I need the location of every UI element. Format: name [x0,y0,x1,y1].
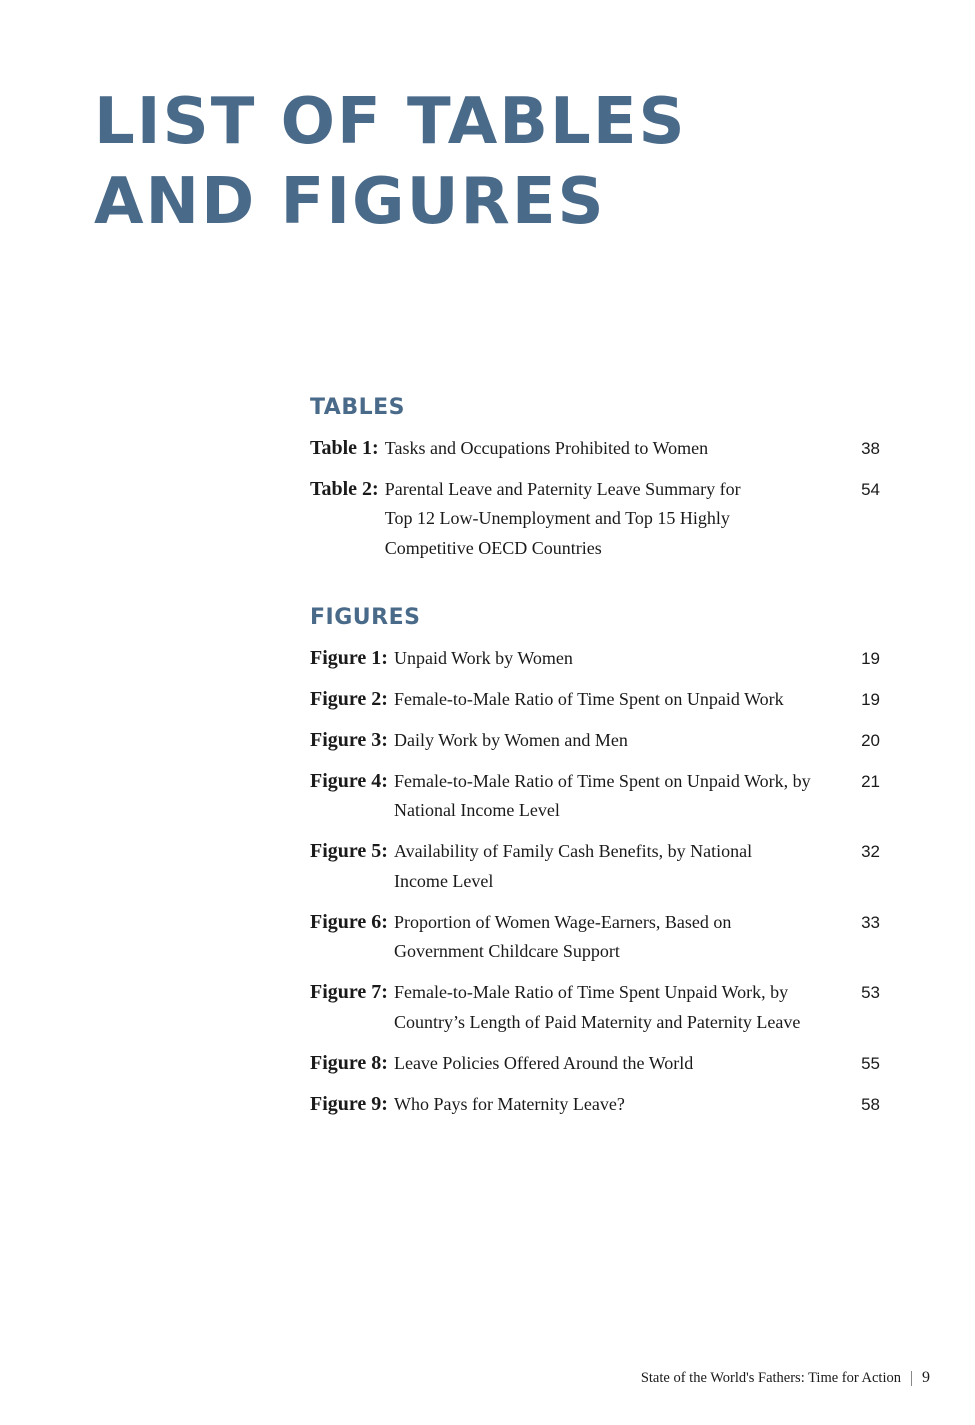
page-title [94,82,794,242]
entry-page-number: 20 [861,730,880,750]
footer-publication-title: State of the World's Fathers: Time for Action [640,1369,901,1386]
entry-title: Unpaid Work by Women [393,647,573,668]
figures-section [310,604,880,1119]
entry-label: Table 1: [310,436,379,459]
entry-title: Availability of Family Cash Benefits, by National Income Level [393,841,753,891]
table-entry[interactable] [310,475,880,564]
entry-page-number: 19 [861,689,880,709]
tables-heading: TABLES [310,395,405,420]
page-title-line-2: AND FIGURES [94,165,606,239]
entry-page-number: 21 [861,771,880,791]
figure-entry[interactable] [310,644,880,674]
entry-title: Proportion of Women Wage-Earners, Based on Government Childcare Support [393,911,732,961]
footer-page-number: 9 [922,1369,930,1386]
entry-title: Daily Work by Women and Men [393,729,628,750]
page-footer [641,1369,930,1387]
figures-list [310,644,880,1120]
entry-label: Figure 1: [310,646,388,669]
entry-title: Female-to-Male Ratio of Time Spent on Unpaid Work, by National Income Level [393,770,811,820]
entry-label: Figure 9: [310,1092,388,1115]
entry-title: Tasks and Occupations Prohibited to Women [384,437,709,458]
entry-label: Figure 3: [310,728,388,751]
entry-page-number: 19 [861,648,880,668]
entry-page-number: 55 [861,1053,880,1073]
entry-label: Figure 6: [310,910,388,933]
entry-title: Leave Policies Offered Around the World [393,1052,694,1073]
entry-label: Figure 4: [310,769,388,792]
entry-page-number: 32 [861,842,880,861]
entry-page-number: 58 [861,1094,880,1114]
entry-label: Figure 5: [310,840,388,862]
entry-page-number: 53 [861,983,880,1002]
page-title-line-1: LIST OF TABLES [94,85,687,159]
entry-title: Parental Leave and Paternity Leave Summary for Top 12 Low-Unemployment and Top 15 Highly Competitive OECD Countries [384,478,741,558]
entry-title: Female-to-Male Ratio of Time Spent on Unpaid Work [393,688,784,709]
entry-label: Figure 2: [310,687,388,710]
figure-entry[interactable] [310,726,880,756]
entry-title: Who Pays for Maternity Leave? [393,1093,625,1114]
entry-page-number: 33 [861,912,880,932]
entry-page-number: 54 [861,479,880,499]
entry-title: Female-to-Male Ratio of Time Spent Unpaid Work, by Country’s Length of Paid Maternity and Paternity Leave [393,982,801,1032]
figure-entry[interactable] [310,978,880,1037]
figure-entry[interactable] [310,685,880,715]
footer-divider [911,1371,912,1386]
figure-entry[interactable] [310,908,880,967]
entry-label: Table 2: [310,477,379,500]
entry-label: Figure 7: [310,981,388,1003]
figure-entry[interactable] [310,837,880,896]
entry-page-number: 38 [861,438,880,458]
figure-entry[interactable] [310,1049,880,1079]
figure-entry[interactable] [310,1090,880,1120]
table-entry[interactable] [310,434,880,464]
tables-list [310,434,880,564]
tables-section [310,394,880,563]
figure-entry[interactable] [310,767,880,826]
figures-heading: FIGURES [310,605,421,630]
entry-label: Figure 8: [310,1051,388,1074]
